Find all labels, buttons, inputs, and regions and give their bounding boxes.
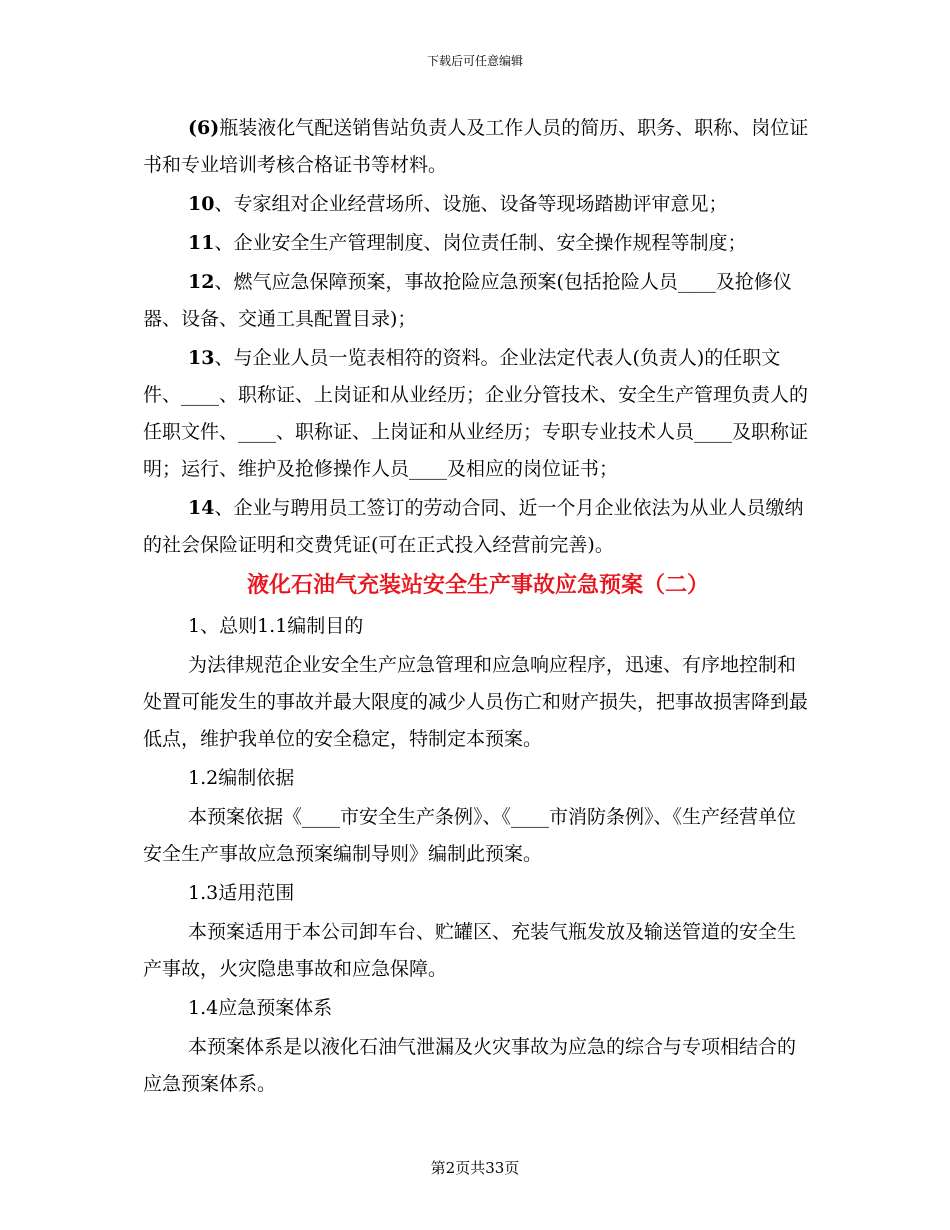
list-item bbox=[143, 110, 813, 184]
item-number: (6) bbox=[188, 117, 220, 139]
section-heading: 1.3适用范围 bbox=[188, 882, 295, 904]
paragraph: 为法律规范企业安全生产应急管理和应急响应程序，迅速、有序地控制和处置可能发生的事故并最大限度的减少人员伤亡和财产损失，把事故损害降到最低点，维护我单位的安全稳定，特制定本预案。 bbox=[143, 654, 809, 750]
item-number: 10 bbox=[188, 193, 215, 215]
list-item bbox=[143, 186, 813, 223]
item-text: 、燃气应急保障预案，事故抢险应急预案(包括抢险人员____及抢修仪器、设备、交通工具配置目录)； bbox=[143, 271, 792, 330]
item-number: 11 bbox=[188, 232, 215, 254]
list-item bbox=[143, 490, 813, 564]
page-header: 下载后可任意编辑 bbox=[426, 54, 523, 68]
section-heading: 1.4应急预案体系 bbox=[188, 997, 333, 1019]
item-text: 瓶装液化气配送销售站负责人及工作人员的简历、职务、职称、岗位证书和专业培训考核合格证书等材料。 bbox=[143, 117, 809, 176]
section-heading: 1、总则1.1编制目的 bbox=[188, 615, 364, 637]
item-text: 、企业与聘用员工签订的劳动合同、近一个月企业依法为从业人员缴纳的社会保险证明和交费凭证(可在正式投入经营前完善)。 bbox=[143, 497, 804, 556]
page-footer: 第2页共33页 bbox=[430, 1159, 520, 1177]
item-text: 、企业安全生产管理制度、岗位责任制、安全操作规程等制度； bbox=[214, 232, 747, 254]
paragraph: 本预案体系是以液化石油气泄漏及火灾事故为应急的综合与专项相结合的应急预案体系。 bbox=[143, 1036, 797, 1095]
document-body bbox=[143, 110, 813, 1105]
list-item bbox=[143, 340, 813, 488]
item-number: 14 bbox=[188, 497, 215, 519]
item-number: 13 bbox=[188, 347, 215, 369]
item-text: 、与企业人员一览表相符的资料。企业法定代表人(负责人)的任职文件、____、职称证、上岗证和从业经历；企业分管技术、安全生产管理负责人的任职文件、____、职称证、上岗证和从业经历；专职专业技术人员____及职称证明；运行、维护及抢修操作人员____及相应的岗位证书； bbox=[143, 347, 809, 480]
section-heading: 1.2编制依据 bbox=[188, 767, 295, 789]
paragraph: 本预案依据《____市安全生产条例》、《____市消防条例》、《生产经营单位安全生产事故应急预案编制导则》编制此预案。 bbox=[143, 806, 797, 865]
list-item bbox=[143, 264, 813, 338]
item-number: 12 bbox=[188, 271, 215, 293]
list-item bbox=[143, 225, 813, 262]
item-text: 、专家组对企业经营场所、设施、设备等现场踏勘评审意见； bbox=[214, 193, 728, 215]
section-title: 液化石油气充装站安全生产事故应急预案（二） bbox=[246, 573, 709, 598]
paragraph: 本预案适用于本公司卸车台、贮罐区、充装气瓶发放及输送管道的安全生产事故，火灾隐患事故和应急保障。 bbox=[143, 921, 797, 980]
